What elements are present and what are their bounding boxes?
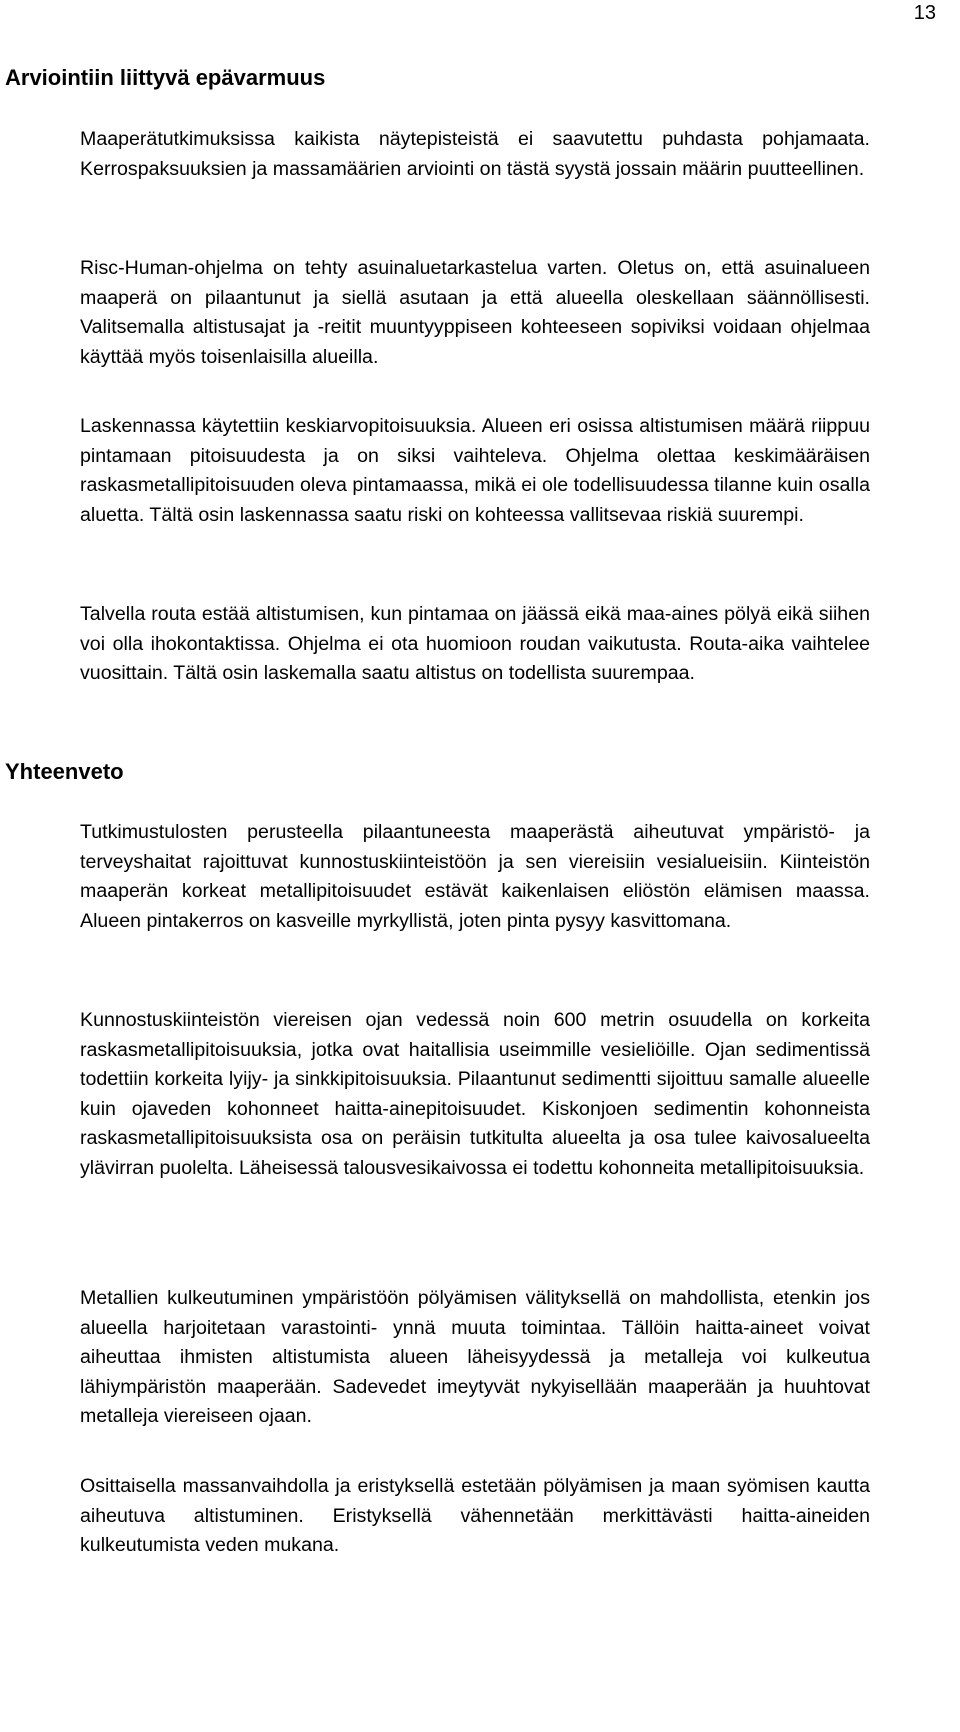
paragraph: Metallien kulkeutuminen ympäristöön pölyämisen välityksellä on mahdollista, etenkin jos alueella harjoitetaan varastointi- ynnä muuta toimintaa. Tällöin haitta-aineet voivat aiheuttaa ihmisten altistumista alueen läheisyydessä ja metalleja voi kulkeutua lähiympäristön maaperään. Sadevedet imeytyvät nykyisellään maaperään ja huuhtovat metalleja viereiseen ojaan. [80,1287,870,1428]
page-number: 13 [913,2,936,24]
section-heading-uncertainty: Arviointiin liittyvä epävarmuus [5,65,326,90]
paragraph: Risc-Human-ohjelma on tehty asuinaluetarkastelua varten. Oletus on, että asuinalueen maaperä on pilaantunut ja siellä asutaan ja että alueella oleskellaan säännöllisesti. Valitsemalla altistusajat ja -reitit muuntyyppiseen kohteeseen sopiviksi voidaan ohjelmaa käyttää myös toisenlaisilla alueilla. [80,257,870,368]
paragraph: Osittaisella massanvaihdolla ja eristyksellä estetään pölyämisen ja maan syömisen kautta aiheutuva altistuminen. Eristyksellä vähennetään merkittävästi haitta-aineiden kulkeutumista veden mukana. [80,1475,870,1557]
paragraph: Talvella routa estää altistumisen, kun pintamaa on jäässä eikä maa-aines pölyä eikä siihen voi olla ihokontaktissa. Ohjelma ei ota huomioon roudan vaikutusta. Routa-aika vaihtelee vuosittain. Tältä osin laskemalla saatu altistus on todellista suurempaa. [80,603,870,685]
section-heading-summary: Yhteenveto [5,759,124,784]
paragraph: Maaperätutkimuksissa kaikista näytepisteistä ei saavutettu puhdasta pohjamaata. Kerrospaksuuksien ja massamäärien arviointi on tästä syystä jossain määrin puutteellinen. [80,128,870,180]
paragraph: Laskennassa käytettiin keskiarvopitoisuuksia. Alueen eri osissa altistumisen määrä riippuu pintamaan pitoisuudesta ja on siksi vaihteleva. Ohjelma olettaa keskimääräisen raskasmetallipitoisuuden oleva pintamaassa, mikä ei ole todellisuudessa tilanne kuin osalla aluetta. Tältä osin laskennassa saatu riski on kohteessa vallitsevaa riskiä suurempi. [80,415,870,526]
paragraph: Tutkimustulosten perusteella pilaantuneesta maaperästä aiheutuvat ympäristö- ja terveyshaitat rajoittuvat kunnostuskiinteistöön ja sen viereisiin vesialueisiin. Kiinteistön maaperän korkeat metallipitoisuudet estävät kaikenlaisen eliöstön elämisen maassa. Alueen pintakerros on kasveille myrkyllistä, joten pinta pysyy kasvittomana. [80,821,870,932]
paragraph: Kunnostuskiinteistön viereisen ojan vedessä noin 600 metrin osuudella on korkeita raskasmetallipitoisuuksia, jotka ovat haitallisia useimmille vesieliöille. Ojan sedimentissä todettiin korkeita lyijy- ja sinkkipitoisuuksia. Pilaantunut sedimentti sijoittuu samalle alueelle kuin ojaveden kohonneet haitta-ainepitoisuudet. Kiskonjoen sedimentin kohonneista raskasmetallipitoisuuksista osa on peräisin tutkitulta alueelta ja osa tulee kaivosalueelta ylävirran puolelta. Läheisessä talousvesikaivossa ei todettu kohonneita metallipitoisuuksia. [80,1009,870,1179]
